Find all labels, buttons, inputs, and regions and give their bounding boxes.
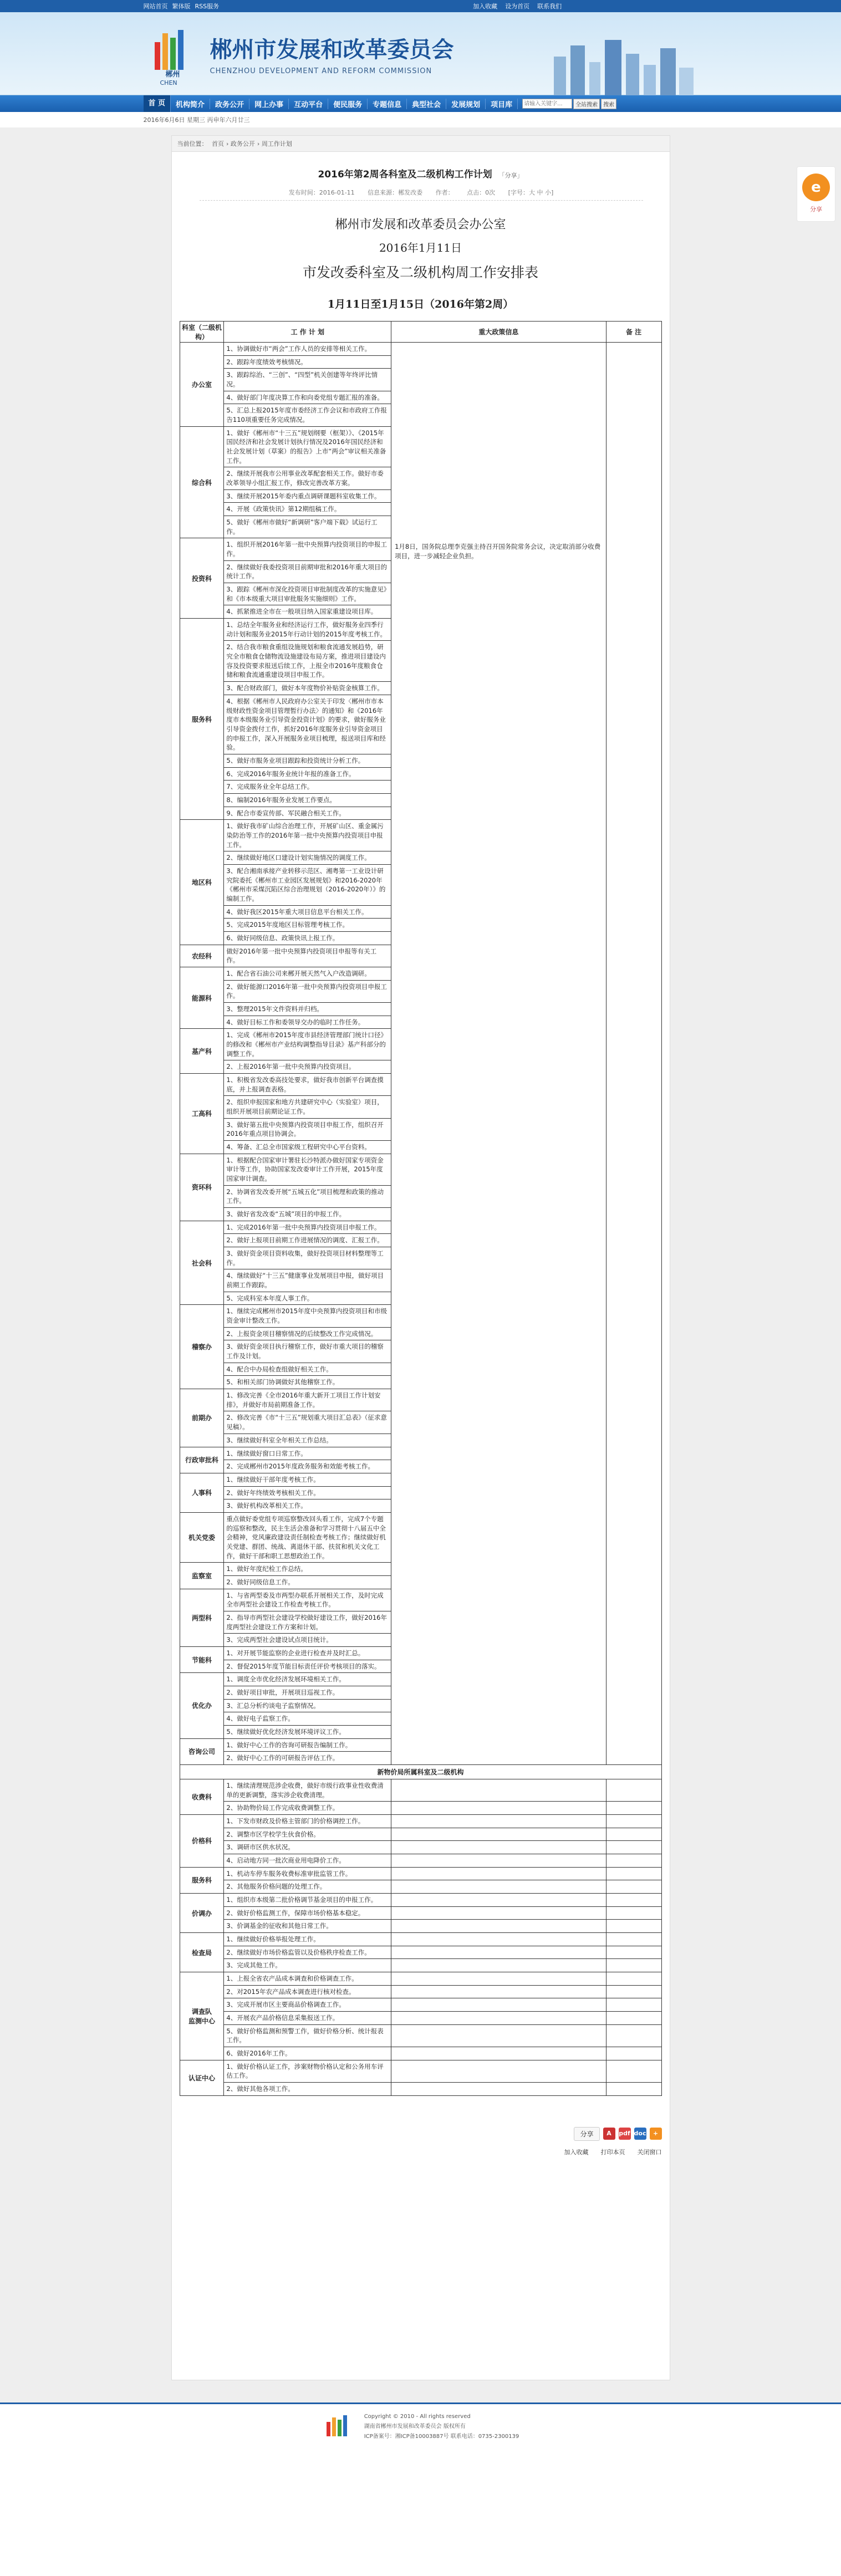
nav-item-planning[interactable]: 发展规划 xyxy=(446,99,486,109)
dept-cell: 投资科 xyxy=(180,538,224,619)
policy-cell: 1月8日，国务院总理李克强主持召开国务院常务会议，决定取消部分收费项目，进一步减轻企业负担。 xyxy=(391,343,606,1765)
task-cell: 5、继续做好优化经济发展环境评议工作。 xyxy=(224,1725,391,1738)
task-cell: 2、做好价格监测工作，保障市场价格基本稳定。 xyxy=(224,1906,391,1920)
site-subtitle: CHENZHOU DEVELOPMENT AND REFORM COMMISSION xyxy=(210,67,432,75)
note-cell xyxy=(606,1880,661,1894)
add-favorite-link[interactable]: 加入收藏 xyxy=(564,2148,589,2156)
task-cell: 2、继续做好地区口建设计划实施情况的调度工作。 xyxy=(224,851,391,865)
share-badge-label: 分享 xyxy=(810,206,822,213)
task-cell: 1、做好我市矿山综合治理工作，开展矿山区、重金属污染防治等工作的2016年第一批中央预算内投资项目申报工作。 xyxy=(224,820,391,851)
note-cell xyxy=(606,2047,661,2060)
task-cell: 3、做好资金项目资料收集，做好投资项目材料整理等工作。 xyxy=(224,1247,391,1269)
task-cell: 3、完成开展市区主要商品价格调查工作。 xyxy=(224,1998,391,2012)
task-cell: 1、协调做好市“两会”工作人员的安排等相关工作。 xyxy=(224,343,391,356)
doc-date: 2016年1月11日 xyxy=(379,241,462,254)
task-cell: 3、调研市区供水状况。 xyxy=(224,1841,391,1854)
note-cell xyxy=(606,343,661,1765)
task-cell: 2、修改完善《市“十三五”规划重大项目汇总表》（征求意见稿）。 xyxy=(224,1411,391,1434)
doc-org: 郴州市发展和改革委员会办公室 xyxy=(335,218,506,232)
task-cell: 2、完成郴州市2015年度政务服务和效能考核工作。 xyxy=(224,1460,391,1473)
task-cell: 3、跟踪综治、“三创”、“四型”机关创建等年终评比情况。 xyxy=(224,369,391,391)
task-cell: 2、指导市两型社会建设学校做好建设工作，做好2016年度两型社会建设工作方案和计划。 xyxy=(224,1611,391,1633)
font-icon[interactable]: A xyxy=(603,2128,615,2140)
task-cell: 2、做好其他各项工作。 xyxy=(224,2083,391,2096)
dept-cell: 机关党委 xyxy=(180,1512,224,1562)
note-cell xyxy=(606,1933,661,1946)
task-cell: 4、做好目标工作和委领导交办的临时工作任务。 xyxy=(224,1016,391,1029)
print-page-link[interactable]: 打印本页 xyxy=(600,2148,625,2156)
note-cell xyxy=(606,1854,661,1868)
task-cell: 5、做好价格监测和预警工作，做好价格分析、统计报表工作。 xyxy=(224,2024,391,2047)
table-row xyxy=(180,1841,661,1854)
search-button[interactable]: 搜索 xyxy=(601,99,616,109)
task-cell: 2、继续做好我委投资项目前期审批和2016年重大项目的统计工作。 xyxy=(224,560,391,583)
table-row xyxy=(180,2024,661,2047)
task-cell: 3、配合财政部门，做好本年度物价补贴资金核算工作。 xyxy=(224,682,391,695)
table-row xyxy=(180,1779,661,1801)
task-cell: 3、继续开展2015年委内重点调研课题科室收集工作。 xyxy=(224,489,391,503)
table-row xyxy=(180,1920,661,1933)
note-cell xyxy=(606,1959,661,1972)
note-cell xyxy=(606,1972,661,1986)
nav-item-special[interactable]: 专题信息 xyxy=(368,99,407,109)
task-cell: 6、完成2016年服务业统计年报的准备工作。 xyxy=(224,767,391,781)
task-cell: 1、继续做好干部年度考核工作。 xyxy=(224,1473,391,1486)
logo-en: CHEN xyxy=(160,79,177,86)
dept-cell: 服务科 xyxy=(180,619,224,820)
task-cell: 5、汇总上报2015年度市委经济工作会议和市政府工作报告110项重要任务完成情况。 xyxy=(224,404,391,426)
task-cell: 1、根据配合国家审计署驻长沙特派办做好国家专项资金审计等工作，协助国家发改委审计工作开展，2015年度国家审计调查。 xyxy=(224,1154,391,1185)
dept-cell: 能源科 xyxy=(180,967,224,1028)
header-title-block xyxy=(210,32,454,75)
date-line xyxy=(144,112,698,127)
policy-cell xyxy=(391,1920,606,1933)
doc-range: 1月11日至1月15日（2016年第2周） xyxy=(327,298,514,310)
site-logo[interactable] xyxy=(144,23,205,84)
task-cell: 1、总结全年服务业和经济运行工作，做好服务业四季行动计划和服务业2015年行动计划的2015年度考核工作。 xyxy=(224,619,391,641)
section-title: 新物价局所属科室及二级机构 xyxy=(180,1764,661,1779)
note-cell xyxy=(606,2060,661,2082)
table-row xyxy=(180,1933,661,1946)
share-badge-icon: e xyxy=(802,174,830,201)
search-input[interactable] xyxy=(522,99,572,109)
table-row xyxy=(180,2047,661,2060)
policy-cell xyxy=(391,1854,606,1868)
share-toolbar xyxy=(180,2127,662,2141)
task-cell: 1、下发市财政及价格主管部门的价格调控工作。 xyxy=(224,1814,391,1828)
breadcrumb-item-home[interactable]: 首页 xyxy=(212,140,224,147)
share-button[interactable]: 分享 xyxy=(574,2127,599,2141)
table-header-row xyxy=(180,322,661,343)
task-cell: 3、价调基金的征收和其他日常工作。 xyxy=(224,1920,391,1933)
policy-cell xyxy=(391,2024,606,2047)
table-row xyxy=(180,1828,661,1841)
dept-cell: 调查队 监测中心 xyxy=(180,1972,224,2060)
policy-cell xyxy=(391,1779,606,1801)
task-cell: 4、启动地方同一批次商业用电降价工作。 xyxy=(224,1854,391,1868)
policy-cell xyxy=(391,1802,606,1815)
topbar-right xyxy=(473,2,562,11)
city-skyline-graphic xyxy=(543,34,698,95)
task-cell: 5、完成2015年度地区目标管理考核工作。 xyxy=(224,919,391,932)
doc-icon[interactable]: doc xyxy=(634,2128,646,2140)
dept-cell: 节能科 xyxy=(180,1646,224,1672)
task-cell: 8、编制2016年服务业发展工作要点。 xyxy=(224,793,391,807)
article-title-row xyxy=(172,166,670,180)
table-row xyxy=(180,1946,661,1959)
floating-share-badge[interactable] xyxy=(797,166,835,222)
note-cell xyxy=(606,1920,661,1933)
topbar-link-contact[interactable]: 联系我们 xyxy=(537,3,562,10)
task-cell: 2、跟踪年度绩效考核情况。 xyxy=(224,355,391,369)
page-body xyxy=(0,127,841,2402)
task-cell: 4、开展农产品价格信息采集报送工作。 xyxy=(224,2012,391,2025)
table-row xyxy=(180,1972,661,1986)
dept-cell: 收费科 xyxy=(180,1779,224,1814)
table-row xyxy=(180,1985,661,1998)
policy-cell xyxy=(391,1959,606,1972)
task-cell: 1、继续完成郴州市2015年度中央预算内投资项目和市级资金审计整改工作。 xyxy=(224,1305,391,1327)
dept-cell: 综合科 xyxy=(180,426,224,538)
task-cell: 1、继续做好窗口日常工作。 xyxy=(224,1447,391,1460)
task-cell: 5、和相关部门协调做好其他稽察工作。 xyxy=(224,1376,391,1389)
top-bar xyxy=(0,0,841,12)
task-cell: 3、做好机构改革相关工作。 xyxy=(224,1499,391,1513)
task-cell: 7、完成服务业全年总结工作。 xyxy=(224,781,391,794)
col-header-plan: 工 作 计 划 xyxy=(224,322,391,343)
task-cell: 2、做好同级信息工作。 xyxy=(224,1575,391,1589)
task-cell: 1、做好中心工作的咨询可研报告编制工作。 xyxy=(224,1738,391,1752)
dept-cell: 社会科 xyxy=(180,1221,224,1305)
task-cell: 6、做好2016年工作。 xyxy=(224,2047,391,2060)
task-cell: 3、配合湘南承接产业转移示范区、湘粤第一工业设计研究院委托《郴州市工业园区发展规划》和2016-2020年《郴州市采煤沉陷区综合治理规划（2016-2020年）》的编制工作。 xyxy=(224,864,391,905)
col-header-dept: 科室（二级机构） xyxy=(180,322,224,343)
note-cell xyxy=(606,1985,661,1998)
topbar-link-rss[interactable]: RSS服务 xyxy=(195,3,220,10)
task-cell: 1、做好年度纪检工作总结。 xyxy=(224,1563,391,1576)
policy-cell xyxy=(391,2060,606,2082)
logo-text: 郴州 xyxy=(165,70,180,79)
meta-date: 发布时间：2016-01-11 xyxy=(288,189,355,196)
topbar-link-home[interactable]: 网站首页 xyxy=(143,3,168,10)
task-cell: 1、调度全市优化经济发展环境相关工作。 xyxy=(224,1673,391,1686)
task-cell: 1、机动车停车服务收费标准审批监管工作。 xyxy=(224,1867,391,1880)
task-cell: 5、做好市服务业项目跟踪和投资统计分析工作。 xyxy=(224,754,391,767)
col-header-note: 备 注 xyxy=(606,322,661,343)
policy-cell xyxy=(391,1906,606,1920)
nav-item-interaction[interactable]: 互动平台 xyxy=(289,99,328,109)
task-cell: 1、积极省发改委高技处要求，做好我市创新平台调查摸底，并上报调查表格。 xyxy=(224,1074,391,1096)
topbar-link-sethome[interactable]: 设为首页 xyxy=(505,3,530,10)
task-cell: 3、跟踪《郴州市深化投资项目审批制度改革的实施意见》和《市本级重大项目审批服务实施细则》工作。 xyxy=(224,583,391,605)
note-cell xyxy=(606,2012,661,2025)
note-cell xyxy=(606,1867,661,1880)
policy-cell xyxy=(391,1933,606,1946)
task-cell: 2、其他服务价格问题的处理工作。 xyxy=(224,1880,391,1894)
breadcrumb-item-gov[interactable]: 政务公开 xyxy=(230,140,255,147)
task-cell: 1、完成2016年第一批中央预算内投资项目申报工作。 xyxy=(224,1221,391,1234)
policy-cell xyxy=(391,2012,606,2025)
policy-cell xyxy=(391,1972,606,1986)
dept-cell: 资环科 xyxy=(180,1154,224,1221)
note-cell xyxy=(606,1841,661,1854)
table-row xyxy=(180,1894,661,1907)
nav-search xyxy=(522,99,616,109)
table-row xyxy=(180,1880,661,1894)
policy-cell xyxy=(391,2083,606,2096)
table-row xyxy=(180,1814,661,1828)
nav-item-about[interactable]: 机构简介 xyxy=(171,99,210,109)
task-cell: 3、汇总分析约谈电子监察情况。 xyxy=(224,1699,391,1712)
weekday-text: 星期三 xyxy=(187,116,205,124)
task-cell: 2、对2015年农产品成本调查进行核对检查。 xyxy=(224,1985,391,1998)
task-cell: 2、组织申报国家和地方共建研究中心（实验室）项目，组织开展项目前期论证工作。 xyxy=(224,1096,391,1118)
pdf-icon[interactable]: pdf xyxy=(619,2128,631,2140)
task-cell: 4、做好我区2015年重大项目信息平台相关工作。 xyxy=(224,905,391,919)
policy-cell xyxy=(391,1985,606,1998)
note-cell xyxy=(606,1894,661,1907)
dept-cell: 前期办 xyxy=(180,1389,224,1447)
task-cell: 1、做好《郴州市“十三五”规划纲要（框架）》、《2015年国民经济和社会发展计划执行情况及2016年国民经济和社会发展计划（草案）的报告》上市“两会”审议相关准备工作。 xyxy=(224,426,391,467)
policy-cell xyxy=(391,1814,606,1828)
task-cell: 重点做好委党组专项巡察整改回头看工作，完成7个专题的巡察和整改，民主生活会准备和学习贯彻十八届五中全会精神，党风廉政建设责任制检查考核工作；继续做好机关党建、群团、统战、离退休干部、扶贫和机关文化工作，做好干部和职工思想政治工作。 xyxy=(224,1512,391,1562)
dept-cell: 咨询公司 xyxy=(180,1738,224,1764)
dept-cell: 价调办 xyxy=(180,1894,224,1933)
meta-views: 点击：0次 xyxy=(467,189,496,196)
task-cell: 1、上报全省农产品成本调查和价格调查工作。 xyxy=(224,1972,391,1986)
footer-text xyxy=(364,2412,519,2442)
table-row xyxy=(180,1802,661,1815)
dept-cell: 两型科 xyxy=(180,1589,224,1646)
task-cell: 3、整理2015年文件资料并归档。 xyxy=(224,1002,391,1016)
dept-cell: 办公室 xyxy=(180,343,224,427)
task-cell: 4、根据《郴州市人民政府办公室关于印发〈郴州市市本级财政性资金项目管理暂行办法〉的通知》和《2016年度市本级服务业引导资金投资计划》的要求，做好服务业引导资金拨付工作，抓好2016年度服务业引导资金项目的申报工作，深入开展服务业项目梳理，报送项目库和经验。 xyxy=(224,695,391,754)
main-nav xyxy=(0,95,841,112)
policy-cell xyxy=(391,1841,606,1854)
footer xyxy=(0,2402,841,2450)
meta-source: 信息来源：郴发改委 xyxy=(368,189,423,196)
note-cell xyxy=(606,1814,661,1828)
lunar-date-text: 丙申年六月廿三 xyxy=(207,116,250,124)
task-cell: 5、完成科室本年度人事工作。 xyxy=(224,1292,391,1305)
task-cell: 2、协助物价局工作完成收费调整工作。 xyxy=(224,1802,391,1815)
task-cell: 2、做好中心工作的可研报告评估工作。 xyxy=(224,1752,391,1765)
task-cell: 4、开展《政策快讯》第12期组稿工作。 xyxy=(224,503,391,516)
task-cell: 2、继续开展我市公用事业改革配套相关工作。做好市委改革领导小组汇报工作，修改完善改革方案。 xyxy=(224,467,391,489)
dept-cell: 农经科 xyxy=(180,945,224,967)
dept-cell: 地区科 xyxy=(180,820,224,945)
table-row xyxy=(180,2083,661,2096)
task-cell: 4、筹备、汇总全市国家级工程研究中心平台资料。 xyxy=(224,1141,391,1154)
document-heading xyxy=(172,215,670,311)
task-cell: 2、做好项目审批，开展项目巡视工作。 xyxy=(224,1686,391,1699)
task-cell: 1、继续清理规范涉企收费，做好市级行政事业性收费清单的更新调整，落实涉企收费清理。 xyxy=(224,1779,391,1801)
meta-font-size[interactable]: [字号：大 中 小] xyxy=(508,189,554,196)
policy-cell xyxy=(391,1828,606,1841)
task-cell: 5、做好《郴州市做好“新调研”客户端下载》试运行工作。 xyxy=(224,516,391,538)
dept-cell: 基产科 xyxy=(180,1029,224,1074)
task-cell: 2、结合我市粮食重组设施规划和粮食流通发展趋势，研究全市粮食仓储物流设施建设布局方案，推进项目建设内容及投资要求报送后续工作，上报全市2016年度粮食仓储和粮食流通重建设项目申报工作。 xyxy=(224,641,391,682)
section-row xyxy=(180,1764,661,1779)
article-meta xyxy=(200,188,643,201)
dept-cell: 监察室 xyxy=(180,1563,224,1589)
task-cell: 2、协调省发改委开展“五城五化”项目梳理和政策的推动工作。 xyxy=(224,1185,391,1207)
dept-cell: 服务科 xyxy=(180,1867,224,1893)
task-cell: 2、调整市区学校学生伙食价格。 xyxy=(224,1828,391,1841)
task-cell: 4、做好电子监察工作。 xyxy=(224,1712,391,1726)
table-row xyxy=(180,1867,661,1880)
search-scope-select[interactable]: 全站搜索 xyxy=(573,99,600,109)
footer-copyright: Copyright © 2010 - All rights reserved xyxy=(364,2414,471,2420)
table-row xyxy=(180,1854,661,1868)
dept-cell: 工高科 xyxy=(180,1074,224,1154)
task-cell: 6、做好同级信息、政策快讯上报工作。 xyxy=(224,931,391,945)
dept-cell: 认证中心 xyxy=(180,2060,224,2095)
table-row xyxy=(180,1906,661,1920)
task-cell: 3、做好第五批中央预算内投资项目申报工作，组织召开2016年重点项目协调会。 xyxy=(224,1118,391,1140)
plus-icon[interactable]: + xyxy=(650,2128,662,2140)
policy-cell xyxy=(391,1998,606,2012)
dept-cell: 人事科 xyxy=(180,1473,224,1512)
task-cell: 2、上报资金项目稽察情况的后续整改工作完成情况。 xyxy=(224,1327,391,1340)
footer-icp: ICP备案号：湘ICP备10003887号 联系电话：0735-2300139 xyxy=(364,2434,519,2440)
doc-heading: 市发改委科室及二级机构周工作安排表 xyxy=(302,264,538,280)
policy-cell xyxy=(391,1867,606,1880)
note-cell xyxy=(606,1906,661,1920)
task-cell: 2、继续做好市场价格监管以及价格秩序检查工作。 xyxy=(224,1946,391,1959)
table-body xyxy=(180,343,661,2096)
note-cell xyxy=(606,1779,661,1801)
task-cell: 2、做好能源口2016年第一批中央预算内投资项目申报工作。 xyxy=(224,980,391,1002)
task-cell: 1、与省两型委及市两型办联系开展相关工作，及时完成全市两型社会建设工作检查考核工作。 xyxy=(224,1589,391,1611)
task-cell: 4、做好部门年度决算工作和向委党组专题汇报的准备。 xyxy=(224,391,391,404)
task-cell: 2、做好上报项目前期工作进展情况的调度、汇报工作。 xyxy=(224,1234,391,1247)
dept-cell: 优化办 xyxy=(180,1673,224,1738)
table-row xyxy=(180,1998,661,2012)
task-cell: 1、配合省石油公司来郴开展天然气入户改造调研。 xyxy=(224,967,391,980)
close-window-link[interactable]: 关闭窗口 xyxy=(637,2148,662,2156)
article-container xyxy=(171,135,670,2380)
topbar-link-traditional[interactable]: 繁体版 xyxy=(172,3,191,10)
article-share-tag[interactable]: 「分享」 xyxy=(498,172,523,179)
policy-cell xyxy=(391,1880,606,1894)
work-plan-table xyxy=(180,321,662,2096)
nav-item-home[interactable]: 首 页 xyxy=(144,95,171,112)
table-row xyxy=(180,343,661,356)
task-cell: 4、配合中办局检查组做好相关工作。 xyxy=(224,1363,391,1376)
nav-item-gov-info[interactable]: 政务公开 xyxy=(210,99,249,109)
task-cell: 2、做好年终绩效考核相关工作。 xyxy=(224,1486,391,1499)
page-actions xyxy=(180,2147,662,2156)
footer-logo xyxy=(322,2414,355,2440)
task-cell: 1、做好价格认证工作，涉案财物价格认定和公务用车评估工作。 xyxy=(224,2060,391,2082)
task-cell: 2、督促2015年度节能目标责任评价考核项目的落实。 xyxy=(224,1660,391,1673)
breadcrumb-item-weekly[interactable]: 周工作计划 xyxy=(261,140,292,147)
col-header-policy: 重大政策信息 xyxy=(391,322,606,343)
task-cell: 4、抓紧推进全市在一般项目纳入国家重建设项目库。 xyxy=(224,605,391,619)
note-cell xyxy=(606,1828,661,1841)
meta-author: 作者： xyxy=(435,189,454,196)
dept-cell: 检查局 xyxy=(180,1933,224,1972)
dept-cell: 价格科 xyxy=(180,1814,224,1867)
task-cell: 3、完成其他工作。 xyxy=(224,1959,391,1972)
dept-cell: 行政审批科 xyxy=(180,1447,224,1473)
note-cell xyxy=(606,2024,661,2047)
breadcrumb: 当前位置： 首页 › 政务公开 › 周工作计划 xyxy=(172,136,670,152)
task-cell: 3、做好资金项目执行稽察工作，做好市重大项目的稽察工作及计划。 xyxy=(224,1340,391,1363)
header-banner xyxy=(0,12,841,95)
table-row xyxy=(180,2012,661,2025)
task-cell: 1、继续做好价格举报处理工作。 xyxy=(224,1933,391,1946)
site-title: 郴州市发展和改革委员会 xyxy=(210,37,454,63)
table-row xyxy=(180,1959,661,1972)
note-cell xyxy=(606,1802,661,1815)
task-cell: 1、修改完善《全市2016年重大新开工项目工作计划安排》，并做好市局前期准备工作。 xyxy=(224,1389,391,1411)
nav-item-project-lib[interactable]: 项目库 xyxy=(486,99,518,109)
nav-item-online-service[interactable]: 网上办事 xyxy=(249,99,289,109)
task-cell: 9、配合市委宣传部、军民融合相关工作。 xyxy=(224,807,391,820)
nav-item-society[interactable]: 典型社会 xyxy=(407,99,446,109)
date-text: 2016年6月6日 xyxy=(143,116,185,124)
topbar-link-favorite[interactable]: 加入收藏 xyxy=(473,3,498,10)
breadcrumb-prefix: 当前位置： xyxy=(177,140,208,147)
note-cell xyxy=(606,2083,661,2096)
footer-host: 湖南省郴州市发展和改革委员会 版权所有 xyxy=(364,2424,466,2430)
policy-cell xyxy=(391,1946,606,1959)
article-title: 2016年第2周各科室及二级机构工作计划 xyxy=(318,169,492,180)
note-cell xyxy=(606,1946,661,1959)
nav-item-public-service[interactable]: 便民服务 xyxy=(328,99,368,109)
policy-cell xyxy=(391,1894,606,1907)
note-cell xyxy=(606,1998,661,2012)
task-cell: 1、对开展节能监察的企业进行检查并及时汇总。 xyxy=(224,1646,391,1660)
task-cell: 1、完成《郴州市2015年度市县经济管理部门统计口径》的修改和《郴州市产业结构调整指导目录》基产科部分的调整工作。 xyxy=(224,1029,391,1060)
policy-cell xyxy=(391,2047,606,2060)
table-row xyxy=(180,2060,661,2082)
task-cell: 3、完成两型社会建设试点项目统计。 xyxy=(224,1634,391,1647)
task-cell: 1、组织开展2016年第一批中央预算内投资项目的申报工作。 xyxy=(224,538,391,560)
task-cell: 做好2016年第一批中央预算内投资项目申报等有关工作。 xyxy=(224,945,391,967)
task-cell: 3、做好省发改委“五城”项目的申报工作。 xyxy=(224,1208,391,1221)
task-cell: 1、组织市本级第二批价格调节基金项目的申报工作。 xyxy=(224,1894,391,1907)
task-cell: 4、继续做好“十三五”健康事业发展项目申报，做好项目前期工作跟踪。 xyxy=(224,1269,391,1292)
task-cell: 2、上报2016年第一批中央预算内投资项目。 xyxy=(224,1060,391,1074)
dept-cell: 稽察办 xyxy=(180,1305,224,1389)
task-cell: 3、继续做好科室全年相关工作总结。 xyxy=(224,1434,391,1447)
